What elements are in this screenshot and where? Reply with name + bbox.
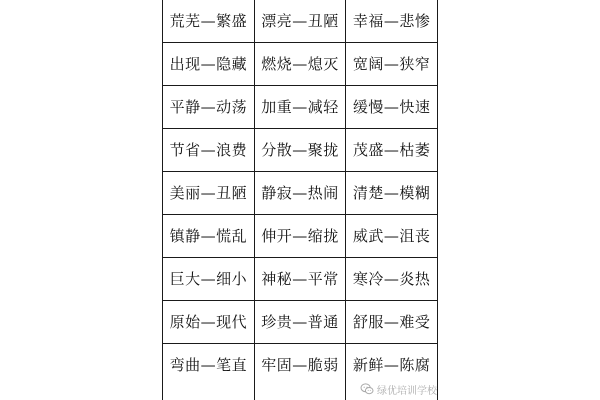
wechat-logo-icon: [360, 382, 374, 396]
table-cell: 平静—动荡: [163, 86, 255, 129]
table-row: [163, 43, 438, 86]
table-cell: 出现—隐藏: [163, 43, 255, 86]
table-row: [163, 86, 438, 129]
table-row: [163, 301, 438, 344]
table-cell: 寒冷—炎热: [346, 258, 438, 301]
table-cell: 节省—浪费: [163, 129, 255, 172]
table-row: [163, 0, 438, 43]
watermark-text: 绿优培训学校: [377, 385, 437, 397]
table-cell: 幸福—悲惨: [346, 0, 438, 43]
table-row: [163, 129, 438, 172]
table-cell: 牢固—脆弱: [254, 344, 346, 400]
table-cell: 新鲜—陈腐: [346, 344, 438, 400]
table-cell: 分散—聚拢: [254, 129, 346, 172]
antonym-table: [162, 0, 438, 400]
table-cell: 清楚—模糊: [346, 172, 438, 215]
table-cell: 宽阔—狭窄: [346, 43, 438, 86]
table-cell: 静寂—热闹: [254, 172, 346, 215]
table-cell: 弯曲—笔直: [163, 344, 255, 400]
table-row: [163, 258, 438, 301]
table-cell: 镇静—慌乱: [163, 215, 255, 258]
table-cell: 燃烧—熄灭: [254, 43, 346, 86]
table-cell: 荒芜—繁盛: [163, 0, 255, 43]
table-cell: 原始—现代: [163, 301, 255, 344]
table-cell: 舒服—难受: [346, 301, 438, 344]
table-row: [163, 172, 438, 215]
table-cell: 巨大—细小: [163, 258, 255, 301]
table-cell: 美丽—丑陋: [163, 172, 255, 215]
table-cell: 伸开—缩拢: [254, 215, 346, 258]
table-cell: 加重—减轻: [254, 86, 346, 129]
table-cell: 漂亮—丑陋: [254, 0, 346, 43]
table-cell: 缓慢—快速: [346, 86, 438, 129]
table-cell: 神秘—平常: [254, 258, 346, 301]
table-cell: 珍贵—普通: [254, 301, 346, 344]
table-cell: 茂盛—枯萎: [346, 129, 438, 172]
watermark: [360, 381, 437, 397]
table-cell: 威武—沮丧: [346, 215, 438, 258]
table-row: [163, 215, 438, 258]
